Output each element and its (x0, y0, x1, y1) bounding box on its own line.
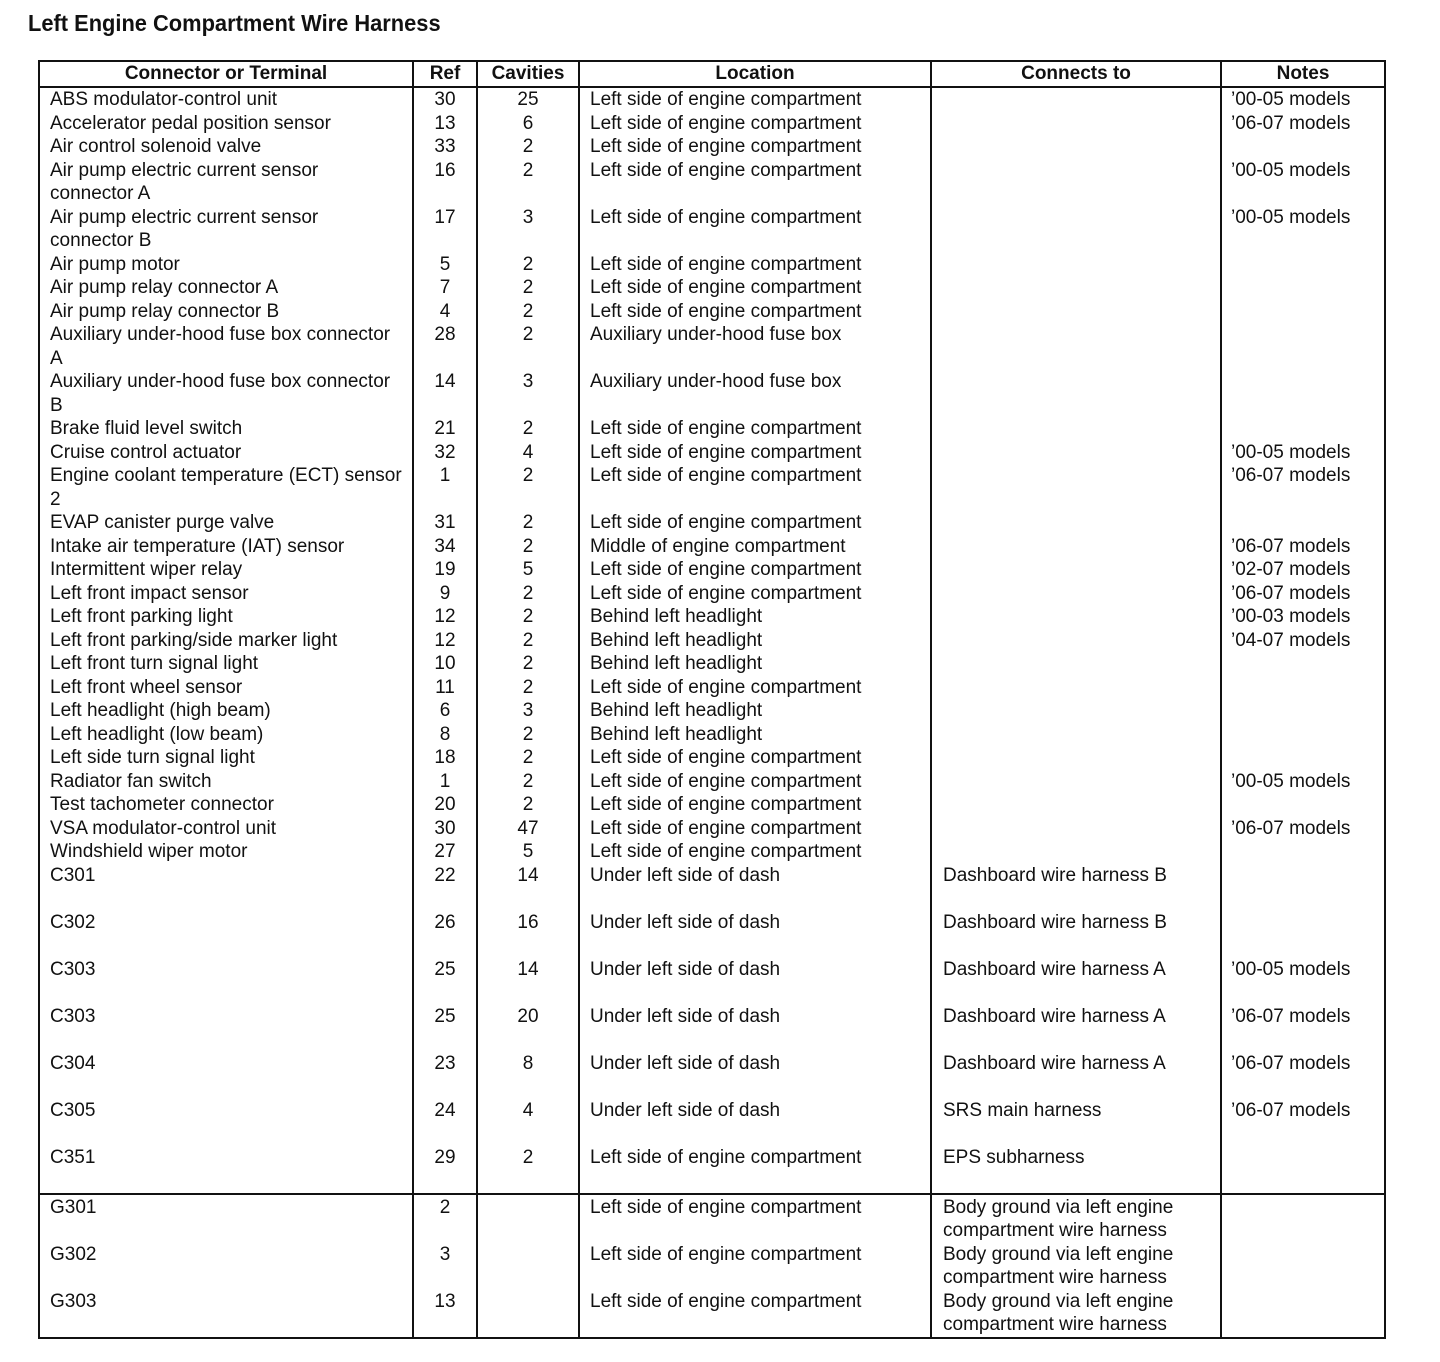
cell-cavities (477, 1194, 579, 1243)
cell-connects-to: EPS subharness (931, 1146, 1221, 1194)
cell-location: Left side of engine compartment (579, 253, 931, 277)
cell-ref: 9 (413, 582, 477, 606)
cell-notes (1221, 300, 1385, 324)
cell-connector: G302 (39, 1243, 413, 1290)
cell-location: Behind left headlight (579, 605, 931, 629)
cell-ref: 13 (413, 1290, 477, 1338)
cell-notes: ’00-05 models (1231, 958, 1351, 980)
cell-notes (1221, 911, 1385, 958)
cell-cavities: 2 (477, 652, 579, 676)
cell-connects-to (931, 558, 1221, 582)
table-row (39, 1005, 1385, 1052)
cell-notes: ’06-07 models (1231, 582, 1351, 604)
table-row (39, 417, 1385, 441)
cell-location: Left side of engine compartment (579, 1243, 931, 1290)
cell-connects-to (931, 276, 1221, 300)
table-row (39, 817, 1385, 841)
cell-location: Left side of engine compartment (579, 840, 931, 864)
cell-connects-to: Dashboard wire harness A (931, 1052, 1221, 1099)
column-header-connector: Connector or Terminal (39, 61, 413, 87)
cell-connector: G303 (39, 1290, 413, 1338)
cell-location: Left side of engine compartment (579, 464, 931, 511)
cell-connector: C303 (39, 1005, 413, 1052)
cell-notes: ’04-07 models (1231, 629, 1351, 651)
cell-notes: ’02-07 models (1231, 559, 1351, 580)
cell-location: Left side of engine compartment (579, 817, 931, 841)
cell-connects-to (931, 676, 1221, 700)
table-row (39, 770, 1385, 794)
cell-ref: 1 (413, 464, 477, 511)
cell-ref: 34 (413, 535, 477, 559)
cell-connector: G301 (39, 1194, 413, 1243)
cell-location: Under left side of dash (579, 1099, 931, 1146)
cell-connector: Left front parking/side marker light (39, 629, 413, 653)
cell-connects-to: Dashboard wire harness B (931, 911, 1221, 958)
cell-connector: Air pump motor (39, 253, 413, 277)
cell-cavities: 20 (477, 1005, 579, 1052)
cell-connects-to (931, 159, 1221, 206)
cell-connects-to (931, 370, 1221, 417)
cell-ref: 4 (413, 300, 477, 324)
cell-connector: Cruise control actuator (39, 441, 413, 465)
cell-connects-to (931, 770, 1221, 794)
cell-cavities: 25 (477, 87, 579, 112)
table-row (39, 605, 1385, 629)
cell-cavities: 4 (477, 441, 579, 465)
column-header-connects-to: Connects to (931, 61, 1221, 87)
cell-cavities: 2 (477, 417, 579, 441)
cell-connects-to: Dashboard wire harness B (931, 864, 1221, 911)
cell-location: Left side of engine compartment (579, 276, 931, 300)
cell-notes: ’00-05 models (1231, 206, 1351, 228)
cell-connector: Air pump relay connector B (39, 300, 413, 324)
cell-notes: ’06-07 models (1231, 465, 1351, 486)
page-title: Left Engine Compartment Wire Harness (28, 10, 441, 36)
cell-connector: Accelerator pedal position sensor (39, 112, 413, 136)
cell-ref: 11 (413, 676, 477, 700)
cell-notes (1221, 723, 1385, 747)
cell-ref: 5 (413, 253, 477, 277)
cell-connector: VSA modulator-control unit (39, 817, 413, 841)
table-row (39, 1194, 1385, 1243)
cell-notes (1221, 417, 1385, 441)
wire-harness-table (38, 60, 1386, 1339)
cell-notes: ’00-05 models (1231, 441, 1351, 463)
cell-cavities: 2 (477, 605, 579, 629)
cell-location: Left side of engine compartment (579, 511, 931, 535)
cell-location: Auxiliary under-hood fuse box (579, 323, 931, 370)
table-row (39, 864, 1385, 911)
cell-cavities: 2 (477, 676, 579, 700)
cell-connects-to (931, 723, 1221, 747)
cell-location: Under left side of dash (579, 958, 931, 1005)
cell-connects-to (931, 793, 1221, 817)
cell-connector: Left headlight (high beam) (39, 699, 413, 723)
cell-connects-to (931, 206, 1221, 253)
cell-cavities: 6 (477, 112, 579, 136)
cell-ref: 31 (413, 511, 477, 535)
cell-cavities (477, 1290, 579, 1338)
cell-ref: 3 (413, 1243, 477, 1290)
cell-cavities: 8 (477, 1052, 579, 1099)
table-row (39, 958, 1385, 1005)
cell-location: Under left side of dash (579, 1052, 931, 1099)
cell-cavities: 2 (477, 159, 579, 206)
table-row (39, 1290, 1385, 1338)
cell-ref: 8 (413, 723, 477, 747)
table-row (39, 793, 1385, 817)
table-row (39, 276, 1385, 300)
cell-connector: Radiator fan switch (39, 770, 413, 794)
cell-notes: ’06-07 models (1231, 817, 1351, 839)
cell-ref: 30 (413, 817, 477, 841)
cell-cavities: 2 (477, 253, 579, 277)
cell-notes (1221, 652, 1385, 676)
cell-notes (1221, 1243, 1385, 1290)
cell-ref: 29 (413, 1146, 477, 1194)
cell-location: Left side of engine compartment (579, 770, 931, 794)
cell-ref: 17 (413, 206, 477, 253)
cell-ref: 6 (413, 699, 477, 723)
cell-connects-to (931, 464, 1221, 511)
table-row (39, 87, 1385, 112)
cell-location: Left side of engine compartment (579, 793, 931, 817)
cell-cavities: 2 (477, 135, 579, 159)
table-row (39, 911, 1385, 958)
cell-connector: Left front wheel sensor (39, 676, 413, 700)
cell-cavities: 2 (477, 276, 579, 300)
cell-notes (1221, 370, 1385, 417)
cell-ref: 10 (413, 652, 477, 676)
table-row (39, 464, 1385, 511)
cell-cavities: 14 (477, 958, 579, 1005)
cell-connector: ABS modulator-control unit (39, 87, 413, 112)
table-row (39, 323, 1385, 370)
cell-notes (1221, 1290, 1385, 1338)
cell-connector: C302 (39, 911, 413, 958)
cell-cavities: 2 (477, 770, 579, 794)
cell-notes (1221, 135, 1385, 159)
cell-notes (1221, 676, 1385, 700)
cell-notes (1221, 1194, 1385, 1243)
cell-notes (1221, 864, 1385, 911)
column-header-ref: Ref (413, 61, 477, 87)
cell-location: Left side of engine compartment (579, 441, 931, 465)
cell-connects-to (931, 417, 1221, 441)
table-row (39, 112, 1385, 136)
cell-connector: Intermittent wiper relay (39, 558, 413, 582)
cell-notes: ’06-07 models (1231, 1052, 1351, 1074)
table-row (39, 652, 1385, 676)
cell-ref: 21 (413, 417, 477, 441)
cell-connector: C304 (39, 1052, 413, 1099)
cell-location: Left side of engine compartment (579, 300, 931, 324)
cell-ref: 12 (413, 629, 477, 653)
table-row (39, 723, 1385, 747)
cell-cavities: 5 (477, 840, 579, 864)
table-row (39, 535, 1385, 559)
table-row (39, 511, 1385, 535)
cell-connects-to: Body ground via left engine compartment wire harness (931, 1290, 1221, 1338)
cell-connects-to: SRS main harness (931, 1099, 1221, 1146)
cell-connects-to (931, 441, 1221, 465)
cell-connects-to (931, 817, 1221, 841)
cell-connector: Engine coolant temperature (ECT) sensor 2 (39, 464, 413, 511)
cell-ref: 20 (413, 793, 477, 817)
cell-ref: 16 (413, 159, 477, 206)
table-row (39, 582, 1385, 606)
cell-ref: 24 (413, 1099, 477, 1146)
cell-cavities: 2 (477, 300, 579, 324)
cell-location: Under left side of dash (579, 911, 931, 958)
cell-connects-to (931, 629, 1221, 653)
cell-location: Left side of engine compartment (579, 1194, 931, 1243)
cell-connects-to (931, 605, 1221, 629)
cell-ref: 23 (413, 1052, 477, 1099)
cell-notes: ’00-05 models (1231, 89, 1351, 110)
cell-ref: 32 (413, 441, 477, 465)
table-row (39, 676, 1385, 700)
table-row (39, 159, 1385, 206)
cell-ref: 2 (413, 1194, 477, 1243)
cell-location: Behind left headlight (579, 723, 931, 747)
cell-cavities: 2 (477, 323, 579, 370)
cell-location: Left side of engine compartment (579, 159, 931, 206)
cell-notes: ’06-07 models (1231, 535, 1351, 557)
cell-notes (1221, 699, 1385, 723)
cell-cavities: 2 (477, 746, 579, 770)
cell-connector: Left front turn signal light (39, 652, 413, 676)
table-row (39, 699, 1385, 723)
cell-location: Left side of engine compartment (579, 206, 931, 253)
cell-cavities: 47 (477, 817, 579, 841)
cell-cavities: 2 (477, 535, 579, 559)
cell-cavities: 2 (477, 511, 579, 535)
table-row (39, 135, 1385, 159)
cell-cavities: 2 (477, 464, 579, 511)
cell-notes (1221, 323, 1385, 370)
cell-ref: 18 (413, 746, 477, 770)
cell-connector: Air pump electric current sensor connector A (39, 159, 413, 206)
cell-ref: 25 (413, 1005, 477, 1052)
cell-cavities: 3 (477, 370, 579, 417)
cell-location: Left side of engine compartment (579, 746, 931, 770)
cell-ref: 19 (413, 558, 477, 582)
cell-notes (1221, 746, 1385, 770)
cell-connects-to (931, 746, 1221, 770)
cell-location: Left side of engine compartment (579, 112, 931, 136)
cell-location: Left side of engine compartment (579, 87, 931, 112)
cell-ref: 26 (413, 911, 477, 958)
cell-location: Left side of engine compartment (579, 1146, 931, 1194)
cell-location: Left side of engine compartment (579, 1290, 931, 1338)
cell-connector: Intake air temperature (IAT) sensor (39, 535, 413, 559)
cell-notes: ’00-05 models (1231, 159, 1351, 181)
cell-connects-to (931, 699, 1221, 723)
cell-cavities: 5 (477, 558, 579, 582)
cell-connects-to (931, 511, 1221, 535)
cell-cavities: 14 (477, 864, 579, 911)
cell-connector: Air pump relay connector A (39, 276, 413, 300)
table-row (39, 1052, 1385, 1099)
cell-notes: ’00-03 models (1231, 606, 1351, 627)
cell-location: Under left side of dash (579, 1005, 931, 1052)
cell-connector: Left front parking light (39, 605, 413, 629)
cell-notes: ’00-05 models (1231, 770, 1351, 792)
cell-notes (1221, 276, 1385, 300)
cell-notes: ’06-07 models (1231, 1005, 1351, 1027)
cell-notes (1221, 253, 1385, 277)
cell-connector: Air pump electric current sensor connector B (39, 206, 413, 253)
cell-notes: ’06-07 models (1231, 112, 1351, 134)
column-header-location: Location (579, 61, 931, 87)
table-body (39, 87, 1385, 1338)
cell-location: Behind left headlight (579, 652, 931, 676)
cell-ref: 14 (413, 370, 477, 417)
cell-connects-to (931, 300, 1221, 324)
cell-location: Left side of engine compartment (579, 558, 931, 582)
cell-cavities: 16 (477, 911, 579, 958)
cell-connects-to (931, 535, 1221, 559)
cell-ref: 30 (413, 87, 477, 112)
table-row (39, 1099, 1385, 1146)
cell-connector: C301 (39, 864, 413, 911)
cell-cavities: 2 (477, 793, 579, 817)
cell-cavities: 2 (477, 1146, 579, 1194)
cell-location: Middle of engine compartment (579, 535, 931, 559)
cell-notes (1221, 793, 1385, 817)
table-row (39, 840, 1385, 864)
cell-ref: 28 (413, 323, 477, 370)
cell-cavities: 2 (477, 582, 579, 606)
cell-connector: Test tachometer connector (39, 793, 413, 817)
cell-ref: 27 (413, 840, 477, 864)
cell-connector: Windshield wiper motor (39, 840, 413, 864)
cell-notes: ’06-07 models (1231, 1099, 1351, 1121)
cell-ref: 25 (413, 958, 477, 1005)
cell-connects-to: Dashboard wire harness A (931, 958, 1221, 1005)
cell-ref: 33 (413, 135, 477, 159)
table-row (39, 1243, 1385, 1290)
table-row (39, 206, 1385, 253)
cell-location: Left side of engine compartment (579, 582, 931, 606)
table-row (39, 253, 1385, 277)
cell-connects-to (931, 840, 1221, 864)
cell-connects-to (931, 112, 1221, 136)
cell-connector: Left front impact sensor (39, 582, 413, 606)
cell-cavities: 2 (477, 723, 579, 747)
cell-connects-to: Dashboard wire harness A (931, 1005, 1221, 1052)
cell-connector: C303 (39, 958, 413, 1005)
cell-location: Left side of engine compartment (579, 135, 931, 159)
cell-notes (1221, 511, 1385, 535)
cell-notes (1221, 840, 1385, 864)
table-row (39, 441, 1385, 465)
table-header-row (39, 61, 1385, 87)
table-row (39, 629, 1385, 653)
cell-notes (1221, 1146, 1385, 1194)
cell-ref: 22 (413, 864, 477, 911)
table-row (39, 370, 1385, 417)
cell-location: Behind left headlight (579, 699, 931, 723)
cell-connector: Brake fluid level switch (39, 417, 413, 441)
cell-connects-to (931, 253, 1221, 277)
cell-cavities: 3 (477, 206, 579, 253)
cell-connector: C305 (39, 1099, 413, 1146)
table-row (39, 1146, 1385, 1194)
cell-connector: EVAP canister purge valve (39, 511, 413, 535)
cell-connects-to (931, 323, 1221, 370)
cell-connects-to: Body ground via left engine compartment wire harness (931, 1194, 1221, 1243)
cell-cavities: 2 (477, 629, 579, 653)
cell-location: Behind left headlight (579, 629, 931, 653)
cell-connector: Air control solenoid valve (39, 135, 413, 159)
cell-connector: Left side turn signal light (39, 746, 413, 770)
cell-connector: Left headlight (low beam) (39, 723, 413, 747)
cell-location: Auxiliary under-hood fuse box (579, 370, 931, 417)
cell-location: Left side of engine compartment (579, 676, 931, 700)
table-row (39, 558, 1385, 582)
cell-cavities (477, 1243, 579, 1290)
cell-ref: 13 (413, 112, 477, 136)
cell-connects-to (931, 652, 1221, 676)
cell-connector: Auxiliary under-hood fuse box connector B (39, 370, 413, 417)
cell-connector: Auxiliary under-hood fuse box connector A (39, 323, 413, 370)
cell-location: Under left side of dash (579, 864, 931, 911)
cell-ref: 7 (413, 276, 477, 300)
table-row (39, 746, 1385, 770)
cell-location: Left side of engine compartment (579, 417, 931, 441)
cell-connects-to: Body ground via left engine compartment wire harness (931, 1243, 1221, 1290)
cell-connector: C351 (39, 1146, 413, 1194)
cell-connects-to (931, 135, 1221, 159)
cell-cavities: 3 (477, 699, 579, 723)
cell-cavities: 4 (477, 1099, 579, 1146)
cell-ref: 1 (413, 770, 477, 794)
cell-ref: 12 (413, 605, 477, 629)
table-row (39, 300, 1385, 324)
cell-connects-to (931, 87, 1221, 112)
column-header-cavities: Cavities (477, 61, 579, 87)
column-header-notes: Notes (1221, 61, 1385, 87)
cell-connects-to (931, 582, 1221, 606)
